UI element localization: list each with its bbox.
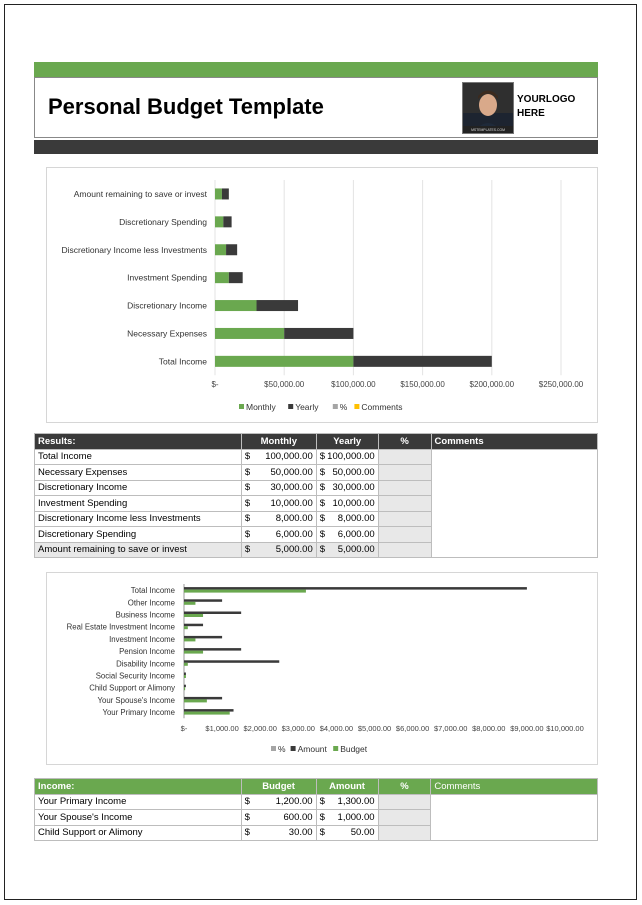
results-chart-svg — [47, 168, 599, 424]
y-category-label: Investment Income — [109, 634, 175, 644]
income-cell-budget[interactable]: $ 600.00 — [241, 810, 316, 826]
bar-monthly — [215, 244, 226, 255]
income-row-label: Your Primary Income — [35, 794, 242, 810]
header-dark-bar — [34, 140, 598, 154]
results-table — [34, 433, 598, 558]
income-cell-percent[interactable] — [378, 825, 431, 841]
income-cell-amount[interactable]: $ 1,000.00 — [316, 810, 378, 826]
legend-swatch — [354, 404, 359, 409]
legend-swatch — [271, 746, 276, 751]
page-title: Personal Budget Template — [48, 94, 324, 119]
y-category-label: Child Support or Alimony — [89, 683, 175, 693]
income-header-percent: % — [378, 779, 431, 795]
bar-amount — [184, 660, 279, 663]
legend-label: Monthly — [246, 402, 276, 412]
results-cell-yearly[interactable]: $ 10,000.00 — [316, 496, 378, 512]
results-cell-percent[interactable] — [378, 496, 431, 512]
income-cell-percent[interactable] — [378, 810, 431, 826]
results-cell-monthly[interactable]: $ 30,000.00 — [241, 480, 316, 496]
legend-swatch — [333, 746, 338, 751]
results-row-label: Total Income — [35, 449, 242, 465]
results-header-monthly: Monthly — [241, 434, 316, 450]
x-tick-label: $- — [211, 380, 219, 389]
income-cell-amount[interactable]: $ 50.00 — [316, 825, 378, 841]
results-cell-percent[interactable] — [378, 465, 431, 481]
income-header-comments: Comments — [431, 779, 598, 795]
y-category-label: Total Income — [158, 356, 207, 367]
bar-budget — [184, 614, 203, 617]
results-cell-monthly[interactable]: $ 8,000.00 — [241, 511, 316, 527]
bar-budget — [184, 675, 186, 678]
results-cell-yearly[interactable]: $ 50,000.00 — [316, 465, 378, 481]
y-category-label: Other Income — [127, 598, 175, 608]
logo-line-1: YOURLOGO — [517, 94, 576, 105]
results-row-label: Discretionary Income — [35, 480, 242, 496]
results-cell-percent[interactable] — [378, 511, 431, 527]
legend-label: Yearly — [295, 402, 319, 412]
results-cell-monthly[interactable]: $ 10,000.00 — [241, 496, 316, 512]
bar-monthly — [215, 188, 222, 199]
bar-amount — [184, 673, 186, 676]
results-row-label: Amount remaining to save or invest — [35, 542, 242, 558]
results-cell-yearly[interactable]: $ 100,000.00 — [316, 449, 378, 465]
x-tick-label: $50,000.00 — [264, 380, 305, 389]
results-cell-percent[interactable] — [378, 542, 431, 558]
bar-amount — [184, 709, 234, 712]
x-tick-label: $7,000.00 — [434, 724, 468, 733]
x-tick-label: $6,000.00 — [395, 724, 430, 733]
results-row — [35, 449, 598, 465]
legend-label: Comments — [361, 402, 403, 412]
y-category-label: Your Primary Income — [102, 708, 175, 718]
y-category-label: Real Estate Investment Income — [66, 622, 175, 632]
bar-budget — [184, 626, 188, 629]
income-table — [34, 778, 598, 841]
x-tick-label: $250,000.00 — [538, 380, 584, 389]
legend-swatch — [333, 404, 338, 409]
bar-budget — [184, 638, 195, 641]
results-cell-yearly[interactable]: $ 6,000.00 — [316, 527, 378, 543]
results-cell-yearly[interactable]: $ 30,000.00 — [316, 480, 378, 496]
x-tick-label: $100,000.00 — [331, 380, 376, 389]
x-tick-label: $1,000.00 — [205, 724, 239, 733]
x-tick-label: $10,000.00 — [546, 724, 584, 733]
bar-amount — [184, 685, 186, 688]
y-category-label: Disability Income — [116, 659, 175, 669]
bar-amount — [184, 587, 527, 590]
y-category-label: Necessary Expenses — [127, 328, 207, 339]
results-row-label: Discretionary Spending — [35, 527, 242, 543]
bar-budget — [184, 687, 185, 690]
results-cell-yearly[interactable]: $ 5,000.00 — [316, 542, 378, 558]
x-tick-label: $5,000.00 — [357, 724, 392, 733]
bar-yearly — [223, 216, 231, 227]
logo-placeholder — [517, 93, 575, 121]
legend-label: Budget — [340, 744, 368, 754]
legend-label: % — [339, 402, 348, 412]
y-category-label: Social Security Income — [95, 671, 175, 681]
logo-line-2: HERE — [517, 108, 545, 119]
income-row-label: Your Spouse's Income — [35, 810, 242, 826]
y-category-label: Your Spouse's Income — [97, 695, 175, 705]
bar-budget — [184, 590, 306, 593]
legend-label: Amount — [297, 744, 327, 754]
results-cell-percent[interactable] — [378, 480, 431, 496]
bar-budget — [184, 663, 188, 666]
income-header-label: Income: — [35, 779, 242, 795]
profile-photo — [462, 82, 514, 134]
y-category-label: Discretionary Spending — [119, 216, 207, 227]
title-box — [34, 77, 598, 138]
bar-monthly — [215, 300, 257, 311]
income-cell-amount[interactable]: $ 1,300.00 — [316, 794, 378, 810]
income-row-label: Child Support or Alimony — [35, 825, 242, 841]
y-category-label: Total Income — [130, 586, 175, 596]
header-accent-bar — [34, 62, 598, 77]
income-header-budget: Budget — [241, 779, 316, 795]
bar-yearly — [353, 356, 491, 367]
bar-monthly — [215, 328, 284, 339]
bar-monthly — [215, 272, 229, 283]
income-comments-cell[interactable] — [431, 794, 598, 841]
results-cell-monthly[interactable]: $ 100,000.00 — [241, 449, 316, 465]
bar-budget — [184, 602, 195, 605]
results-header-label: Results: — [35, 434, 242, 450]
results-row-label: Necessary Expenses — [35, 465, 242, 481]
bar-amount — [184, 612, 241, 615]
x-tick-label: $8,000.00 — [472, 724, 506, 733]
results-header-comments: Comments — [431, 434, 597, 450]
results-cell-percent[interactable] — [378, 527, 431, 543]
legend-swatch — [291, 746, 296, 751]
x-tick-label: $3,000.00 — [281, 724, 315, 733]
income-chart-svg — [47, 573, 599, 766]
x-tick-label: $200,000.00 — [469, 380, 515, 389]
income-cell-budget[interactable]: $ 30.00 — [241, 825, 316, 841]
results-cell-yearly[interactable]: $ 8,000.00 — [316, 511, 378, 527]
income-cell-percent[interactable] — [378, 794, 431, 810]
results-chart[interactable] — [46, 167, 598, 423]
legend-label: % — [278, 744, 286, 754]
bar-yearly — [226, 244, 237, 255]
results-comments-cell[interactable] — [431, 449, 597, 558]
bar-amount — [184, 624, 203, 627]
bar-yearly — [222, 188, 229, 199]
bar-yearly — [229, 272, 243, 283]
bar-yearly — [284, 328, 353, 339]
bar-amount — [184, 648, 241, 651]
results-cell-monthly[interactable]: $ 6,000.00 — [241, 527, 316, 543]
bar-amount — [184, 599, 222, 602]
bar-budget — [184, 699, 207, 702]
legend-swatch — [288, 404, 293, 409]
x-tick-label: $4,000.00 — [319, 724, 354, 733]
bar-amount — [184, 697, 222, 700]
legend-swatch — [239, 404, 244, 409]
results-header-percent: % — [378, 434, 431, 450]
bar-monthly — [215, 356, 353, 367]
x-tick-label: $2,000.00 — [243, 724, 277, 733]
bar-yearly — [257, 300, 299, 311]
x-tick-label: $- — [180, 724, 188, 733]
y-category-label: Discretionary Income less Investments — [61, 244, 207, 255]
income-cell-budget[interactable]: $ 1,200.00 — [241, 794, 316, 810]
results-header-yearly: Yearly — [316, 434, 378, 450]
results-cell-monthly[interactable]: $ 5,000.00 — [241, 542, 316, 558]
x-tick-label: $9,000.00 — [510, 724, 544, 733]
bar-budget — [184, 712, 230, 715]
income-row — [35, 794, 598, 810]
y-category-label: Amount remaining to save or invest — [73, 188, 207, 199]
income-chart[interactable] — [46, 572, 598, 765]
photo-caption: MSTEMPLATES.COM — [471, 128, 505, 132]
bar-monthly — [215, 216, 223, 227]
results-row-label: Investment Spending — [35, 496, 242, 512]
results-cell-monthly[interactable]: $ 50,000.00 — [241, 465, 316, 481]
y-category-label: Discretionary Income — [127, 300, 207, 311]
bar-amount — [184, 636, 222, 639]
income-header-amount: Amount — [316, 779, 378, 795]
y-category-label: Investment Spending — [127, 272, 207, 283]
y-category-label: Business Income — [115, 610, 175, 620]
results-cell-percent[interactable] — [378, 449, 431, 465]
bar-budget — [184, 651, 203, 654]
y-category-label: Pension Income — [119, 647, 175, 657]
results-row-label: Discretionary Income less Investments — [35, 511, 242, 527]
x-tick-label: $150,000.00 — [400, 380, 445, 389]
